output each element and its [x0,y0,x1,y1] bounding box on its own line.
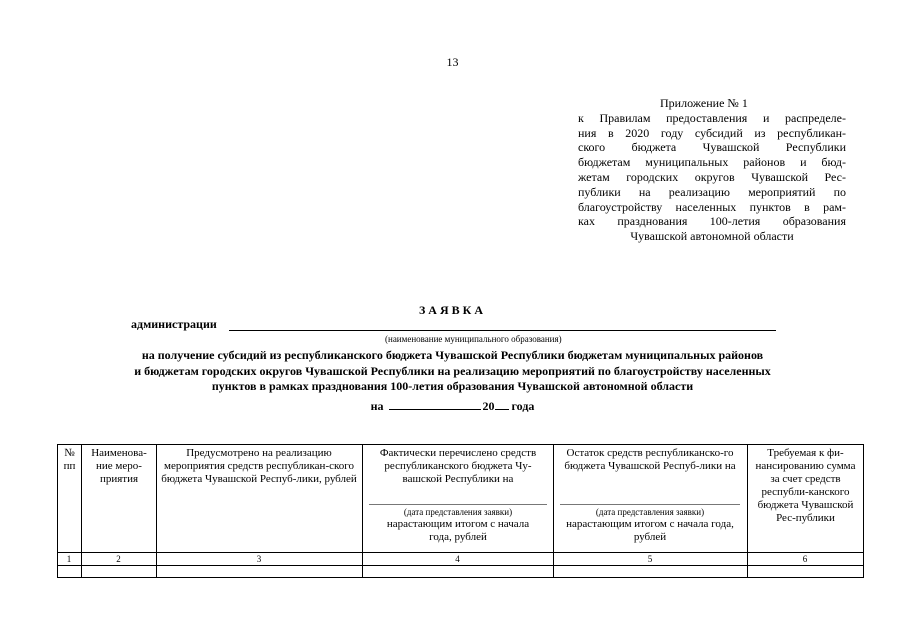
date-fill-line [369,504,547,505]
page-number: 13 [446,55,459,69]
date-blank [389,398,481,410]
cumulative-note: нарастающим итогом с начала года, рублей [386,518,530,543]
appendix-line: ского бюджета Чувашской Республики [578,140,846,155]
table-rule [863,444,864,578]
column-number: 3 [256,554,262,564]
year-prefix: 20 [482,399,495,413]
purpose-block [60,348,845,395]
purpose-line: и бюджетам городских округов Чувашской Республики на реализацию мероприятий по благоустройству населенных [134,363,771,378]
appendix-line: жетам городских округов Чувашской Рес- [578,169,846,184]
header-planned-funds: Предусмотрено на реализацию мероприятия средств республикан-ского бюджета Чувашской Респуб-лики, рублей [161,447,357,485]
admin-label: администрации [131,317,217,331]
appendix-line: ния в 2020 году субсидий из республикан- [578,125,846,140]
header-number: № пп [63,447,76,472]
column-number: 1 [66,554,72,564]
document-title: ЗАЯВКА [418,303,487,317]
date-caption: (дата представления заявки) [403,507,513,517]
header-transferred-funds: Фактически перечислено средств республиканского бюджета Чу-вашской Республики на [379,447,537,485]
column-number: 4 [455,554,460,564]
header-event-name: Наименова-ние меро-приятия [91,447,147,485]
appendix-line: благоустройству населенных пунктов в рам- [578,199,846,214]
year-blank [495,398,509,410]
date-line [0,398,905,414]
appendix-heading: Приложение № 1 [660,96,748,110]
purpose-line: пунктов в рамках празднования 100-летия образования Чувашской автономной области [211,379,694,393]
date-suffix: года [511,399,535,413]
column-number: 2 [116,554,121,564]
date-fill-line [560,504,740,505]
purpose-line: на получение субсидий из республиканского бюджета Чувашской Республики бюджетам муниципальных районов [141,348,764,362]
date-caption: (дата представления заявки) [595,507,705,517]
table-rule [57,444,864,445]
appendix-last-line: Чувашской автономной области [630,229,794,244]
header-required-amount: Требуемая к фи-нансированию сумма за счет средств республи-канского бюджета Чувашской Рес-публики [755,447,856,524]
date-prefix: на [370,399,384,413]
admin-fill-line [229,330,776,331]
admin-field [131,317,776,333]
application-table [57,444,864,578]
appendix-line: к Правилам предоставления и распределе- [578,110,846,125]
cumulative-note: нарастающим итогом с начала года, рублей [566,518,734,543]
table-rule [57,565,864,566]
appendix-block [578,96,846,244]
appendix-line: ках празднования 100-летия образования [578,214,846,229]
header-remaining-funds: Остаток средств республиканско-го бюджета Чувашской Респуб-лики на [564,447,736,472]
admin-caption: (наименование муниципального образования) [385,334,562,344]
column-number: 5 [647,554,653,564]
column-number: 6 [802,554,808,564]
table-rule [57,577,864,578]
appendix-line: публики на реализацию мероприятий по [578,184,846,199]
appendix-line: бюджетам муниципальных районов и бюд- [578,155,846,170]
